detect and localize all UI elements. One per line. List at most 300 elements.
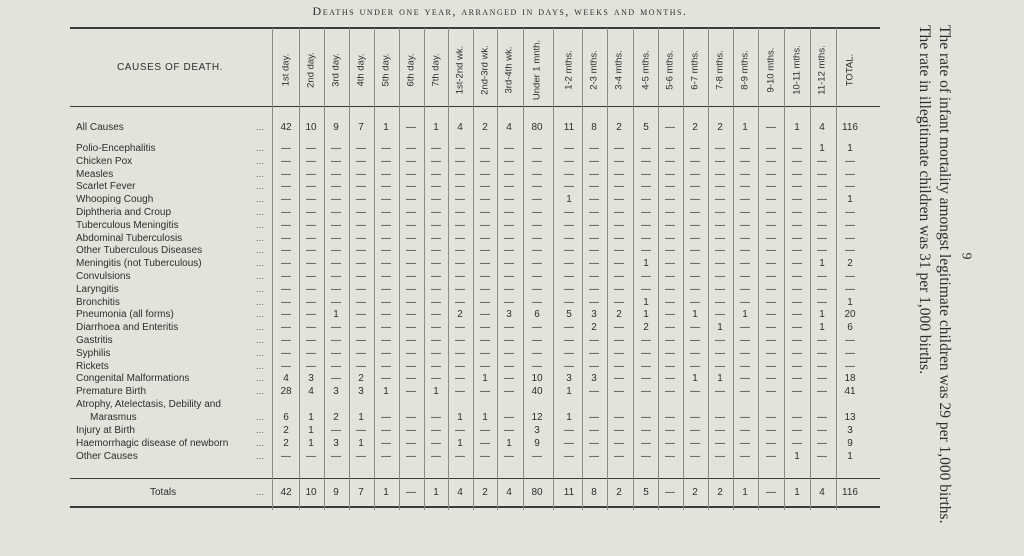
table-cell: — <box>740 283 750 295</box>
table-cell: 2 <box>616 309 622 321</box>
table-cell: 4 <box>457 122 463 133</box>
causes-header: CAUSES OF DEATH. <box>116 62 224 73</box>
column-header-label: TOTAL. <box>844 53 856 87</box>
table-cell: 4 <box>457 487 463 498</box>
table-cell: — <box>740 437 750 449</box>
table-cell: 1 <box>847 450 853 462</box>
table-cell: — <box>690 437 700 449</box>
table-cell: — <box>306 271 316 282</box>
table-row <box>0 180 880 193</box>
table-cell: — <box>356 296 366 308</box>
table-cell: — <box>281 335 291 346</box>
leader-dots: ... <box>256 155 264 166</box>
table-cell: — <box>331 219 341 231</box>
table-cell: — <box>406 258 416 270</box>
row-label: Measles <box>76 168 114 180</box>
table-cell: — <box>715 296 725 308</box>
table-row <box>0 424 880 437</box>
table-cell: — <box>381 437 391 449</box>
side-note-text: The rate of infant mortality amongst legitimate children was 29 per 1,000 births. The rate in illegitimate children was 31 per 1,000 births. <box>916 25 953 524</box>
table-cell: — <box>817 296 827 308</box>
table-cell: — <box>817 168 827 180</box>
table-cell: — <box>431 258 441 270</box>
table-cell: — <box>504 232 514 244</box>
table-cell: — <box>817 181 827 193</box>
table-cell: — <box>715 143 725 154</box>
table-cell: — <box>589 437 599 449</box>
row-label: Congenital Malformations <box>76 373 190 385</box>
column-header <box>658 34 682 106</box>
table-cell: — <box>690 360 700 372</box>
table-cell: — <box>690 143 700 154</box>
table-cell: 7 <box>358 122 364 133</box>
table-cell: — <box>406 283 416 295</box>
column-header <box>838 34 862 106</box>
table-cell: — <box>792 271 802 282</box>
table-cell: — <box>665 207 675 218</box>
row-label: Haemorrhagic disease of newborn <box>76 437 229 449</box>
column-header <box>324 34 348 106</box>
column-header <box>349 34 373 106</box>
table-cell: — <box>665 309 675 321</box>
leader-dots: ... <box>256 386 264 397</box>
all-causes-row <box>0 121 880 134</box>
table-cell: — <box>614 296 624 308</box>
table-cell: — <box>614 181 624 193</box>
table-cell: — <box>817 386 827 398</box>
table-cell: — <box>715 194 725 206</box>
table-cell: — <box>356 347 366 359</box>
table-cell: — <box>564 232 574 244</box>
table-cell: — <box>281 322 291 334</box>
table-cell: — <box>665 412 675 423</box>
table-cell: — <box>356 425 366 436</box>
table-cell: — <box>532 181 542 193</box>
column-header <box>424 34 448 106</box>
column-header-label: 4-5 mths. <box>640 50 652 90</box>
table-cell: 1 <box>383 386 389 398</box>
column-header <box>473 34 497 106</box>
table-cell: — <box>641 386 651 398</box>
column-header-label: 2-3 mths. <box>588 50 600 90</box>
table-cell: 1 <box>643 296 649 308</box>
table-cell: — <box>331 347 341 359</box>
table-cell: 8 <box>591 487 597 498</box>
table-cell: 1 <box>433 386 439 398</box>
row-label: Premature Birth <box>76 386 147 398</box>
table-cell: — <box>431 412 441 423</box>
table-cell: — <box>614 283 624 295</box>
table-cell: — <box>715 335 725 346</box>
table-cell: — <box>381 412 391 423</box>
table-cell: — <box>614 271 624 282</box>
table-cell: — <box>455 155 465 167</box>
column-header <box>448 34 472 106</box>
table-cell: — <box>766 373 776 385</box>
table-cell: 1 <box>692 373 698 385</box>
table-cell: — <box>665 168 675 180</box>
column-header-label: 1st day. <box>280 53 292 87</box>
table-cell: — <box>381 232 391 244</box>
table-cell: — <box>331 373 341 385</box>
column-header-label: 3-4 mths. <box>613 50 625 90</box>
table-cell: — <box>406 373 416 385</box>
row-label: Bronchitis <box>76 296 120 308</box>
table-cell: — <box>690 155 700 167</box>
table-cell: — <box>431 194 441 206</box>
table-cell: — <box>792 437 802 449</box>
column-header-label: 2nd-3rd wk. <box>479 45 491 95</box>
table-row <box>0 193 880 206</box>
row-label: Polio-Encephalitis <box>76 143 156 154</box>
table-cell: 3 <box>566 373 572 385</box>
table-row <box>0 219 880 232</box>
table-cell: — <box>665 373 675 385</box>
table-cell: — <box>564 437 574 449</box>
table-cell: — <box>381 271 391 282</box>
table-cell: — <box>532 450 542 462</box>
table-cell: — <box>331 143 341 154</box>
table-cell: 9 <box>333 122 339 133</box>
table-cell: — <box>614 322 624 334</box>
table-cell: — <box>306 347 316 359</box>
column-header-label: 2nd day. <box>305 52 317 88</box>
table-cell: — <box>845 155 855 167</box>
table-cell: — <box>589 194 599 206</box>
table-cell: 1 <box>566 194 572 206</box>
table-cell: — <box>564 335 574 346</box>
table-cell: — <box>455 347 465 359</box>
table-cell: — <box>766 258 776 270</box>
table-cell: — <box>356 245 366 257</box>
column-header-label: 9-10 mths. <box>765 47 777 93</box>
table-cell: — <box>690 232 700 244</box>
table-cell: — <box>381 207 391 218</box>
table-cell: 1 <box>847 296 853 308</box>
table-cell: — <box>504 155 514 167</box>
table-cell: 11 <box>563 487 575 498</box>
table-cell: — <box>281 347 291 359</box>
table-cell: 4 <box>283 373 289 385</box>
table-cell: — <box>715 219 725 231</box>
table-cell: 1 <box>566 412 572 423</box>
column-header-label: 3rd day. <box>330 53 342 87</box>
column-header <box>299 34 323 106</box>
table-cell: 4 <box>308 386 314 398</box>
table-cell: — <box>504 386 514 398</box>
table-cell: 28 <box>280 386 292 398</box>
table-cell: — <box>356 143 366 154</box>
table-cell: — <box>431 181 441 193</box>
table-cell: 1 <box>457 412 463 423</box>
table-cell: — <box>480 207 490 218</box>
leader-dots: ... <box>256 373 264 384</box>
table-cell: — <box>406 425 416 436</box>
table-cell: — <box>792 155 802 167</box>
table-cell: — <box>281 296 291 308</box>
table-row <box>0 437 880 450</box>
column-header <box>683 34 707 106</box>
table-cell: — <box>281 155 291 167</box>
table-cell: — <box>532 258 542 270</box>
table-cell: — <box>406 207 416 218</box>
table-cell: — <box>792 347 802 359</box>
table-cell: — <box>455 425 465 436</box>
table-cell: — <box>406 194 416 206</box>
row-label: Gastritis <box>76 335 113 346</box>
table-cell: — <box>792 245 802 257</box>
table-cell: 5 <box>566 309 572 321</box>
row-label: Whooping Cough <box>76 194 154 206</box>
table-cell: 80 <box>531 122 543 133</box>
table-cell: — <box>331 322 341 334</box>
table-cell: — <box>665 296 675 308</box>
table-cell: 116 <box>842 122 858 133</box>
column-header <box>374 34 398 106</box>
table-cell: — <box>381 168 391 180</box>
table-cell: — <box>614 437 624 449</box>
table-cell: — <box>766 309 776 321</box>
table-cell: — <box>381 373 391 385</box>
table-cell: — <box>504 168 514 180</box>
page-number: 9 <box>958 252 974 260</box>
table-cell: — <box>715 271 725 282</box>
table-cell: — <box>356 322 366 334</box>
table-cell: — <box>504 181 514 193</box>
table-row <box>0 168 880 181</box>
table-cell: 2 <box>333 412 339 423</box>
table-cell: — <box>817 360 827 372</box>
table-cell: — <box>665 322 675 334</box>
table-cell: 3 <box>506 309 512 321</box>
table-cell: 3 <box>358 386 364 398</box>
leader-dots: ... <box>256 322 264 333</box>
table-cell: — <box>715 283 725 295</box>
table-cell: — <box>381 258 391 270</box>
table-cell: — <box>740 386 750 398</box>
table-cell: 6 <box>534 309 540 321</box>
table-cell: — <box>504 360 514 372</box>
table-cell: — <box>766 487 776 498</box>
table-cell: — <box>845 207 855 218</box>
row-label: Chicken Pox <box>76 155 133 167</box>
table-cell: — <box>480 360 490 372</box>
table-cell: — <box>480 309 490 321</box>
table-cell: — <box>306 335 316 346</box>
table-cell: — <box>715 168 725 180</box>
table-cell: — <box>766 143 776 154</box>
table-cell: — <box>532 335 542 346</box>
table-cell: — <box>532 232 542 244</box>
table-cell: — <box>406 386 416 398</box>
table-cell: — <box>480 386 490 398</box>
leader-dots: ... <box>256 487 264 497</box>
table-cell: — <box>641 245 651 257</box>
table-cell: 1 <box>482 412 488 423</box>
table-cell: — <box>715 437 725 449</box>
table-cell: — <box>740 194 750 206</box>
table-row <box>0 283 880 296</box>
table-cell: — <box>589 412 599 423</box>
table-cell: — <box>532 207 542 218</box>
table-cell: — <box>817 219 827 231</box>
table-cell: 3 <box>591 373 597 385</box>
table-cell: — <box>665 245 675 257</box>
table-cell: — <box>455 322 465 334</box>
table-cell: — <box>564 425 574 436</box>
table-cell: — <box>690 296 700 308</box>
column-header-label: 5th day. <box>380 53 392 87</box>
leader-dots: ... <box>256 296 264 307</box>
table-cell: — <box>665 155 675 167</box>
table-cell: — <box>431 322 441 334</box>
leader-dots: ... <box>256 207 264 217</box>
table-cell: — <box>356 360 366 372</box>
row-label: Pneumonia (all forms) <box>76 309 174 321</box>
table-cell: — <box>740 219 750 231</box>
table-cell: — <box>665 219 675 231</box>
table-cell: — <box>564 360 574 372</box>
table-cell: — <box>845 347 855 359</box>
table-cell: — <box>431 437 441 449</box>
table-cell: 1 <box>794 487 800 498</box>
table-cell: — <box>665 450 675 462</box>
table-cell: — <box>532 347 542 359</box>
table-cell: — <box>306 360 316 372</box>
table-cell: — <box>480 258 490 270</box>
table-cell: — <box>817 232 827 244</box>
table-row <box>0 450 880 463</box>
table-cell: — <box>356 181 366 193</box>
table-cell: — <box>504 271 514 282</box>
table-cell: — <box>281 207 291 218</box>
table-cell: — <box>740 155 750 167</box>
table-cell: — <box>306 181 316 193</box>
table-cell: 2 <box>717 122 723 133</box>
table-cell: 20 <box>844 309 856 321</box>
table-cell: 1 <box>643 258 649 270</box>
table-cell: — <box>690 194 700 206</box>
column-header-label: 10-11 mths. <box>791 45 803 95</box>
table-cell: — <box>665 271 675 282</box>
table-cell: 2 <box>643 322 649 334</box>
table-cell: 1 <box>643 309 649 321</box>
table-cell: — <box>715 412 725 423</box>
table-cell: — <box>564 155 574 167</box>
table-cell: — <box>740 335 750 346</box>
table-cell: 1 <box>717 373 723 385</box>
table-cell: — <box>306 296 316 308</box>
table-cell: — <box>740 143 750 154</box>
row-label-continued: Marasmus <box>90 412 137 423</box>
table-cell: — <box>641 232 651 244</box>
table-cell: 3 <box>534 425 540 436</box>
table-cell: 2 <box>283 425 289 436</box>
table-cell: — <box>431 245 441 257</box>
table-cell: — <box>281 194 291 206</box>
leader-dots: ... <box>256 450 264 461</box>
table-cell: — <box>406 155 416 167</box>
table-cell: — <box>406 412 416 423</box>
table-cell: — <box>766 155 776 167</box>
table-cell: — <box>845 245 855 257</box>
table-cell: — <box>792 219 802 231</box>
table-cell: — <box>455 168 465 180</box>
table-cell: 3 <box>847 425 853 436</box>
table-cell: — <box>665 194 675 206</box>
table-cell: — <box>306 232 316 244</box>
row-label: Rickets <box>76 360 109 372</box>
table-cell: — <box>614 386 624 398</box>
table-cell: — <box>532 360 542 372</box>
table-cell: — <box>564 258 574 270</box>
table-cell: — <box>641 360 651 372</box>
table-cell: — <box>817 207 827 218</box>
column-header-label: 1-2 mths. <box>563 50 575 90</box>
table-cell: — <box>665 232 675 244</box>
table-cell: — <box>306 245 316 257</box>
leader-dots: ... <box>256 335 264 345</box>
table-cell: — <box>715 232 725 244</box>
table-cell: — <box>480 245 490 257</box>
table-cell: — <box>504 322 514 334</box>
table-cell: 2 <box>692 122 698 133</box>
table-cell: — <box>845 335 855 346</box>
table-cell: 42 <box>280 487 292 498</box>
table-cell: 2 <box>591 322 597 334</box>
column-header-label: 4th day. <box>355 53 367 87</box>
table-cell: — <box>564 219 574 231</box>
table-cell: — <box>817 155 827 167</box>
table-cell: — <box>406 245 416 257</box>
table-cell: — <box>792 143 802 154</box>
table-cell: — <box>766 322 776 334</box>
table-cell: 1 <box>308 412 314 423</box>
table-cell: — <box>845 219 855 231</box>
table-cell: — <box>504 219 514 231</box>
table-cell: 4 <box>819 122 825 133</box>
table-cell: — <box>740 347 750 359</box>
table-cell: — <box>766 347 776 359</box>
table-cell: — <box>431 450 441 462</box>
table-cell: — <box>306 155 316 167</box>
table-cell: — <box>406 322 416 334</box>
table-cell: — <box>281 309 291 321</box>
table-cell: — <box>431 155 441 167</box>
table-cell: — <box>331 360 341 372</box>
table-cell: — <box>665 386 675 398</box>
table-cell: — <box>641 219 651 231</box>
table-cell: — <box>564 181 574 193</box>
table-row <box>0 308 880 321</box>
table-cell: — <box>589 271 599 282</box>
table-cell: — <box>690 425 700 436</box>
table-cell: — <box>455 245 465 257</box>
table-cell: — <box>792 207 802 218</box>
table-cell: — <box>281 168 291 180</box>
table-cell: — <box>431 232 441 244</box>
table-cell: — <box>817 373 827 385</box>
table-cell: — <box>406 296 416 308</box>
table-cell: — <box>331 181 341 193</box>
table-cell: — <box>641 373 651 385</box>
table-cell: — <box>792 425 802 436</box>
column-header <box>607 34 631 106</box>
table-cell: — <box>406 309 416 321</box>
row-label: Tuberculous Meningitis <box>76 219 179 231</box>
table-row <box>0 142 880 155</box>
table-row <box>0 360 880 373</box>
